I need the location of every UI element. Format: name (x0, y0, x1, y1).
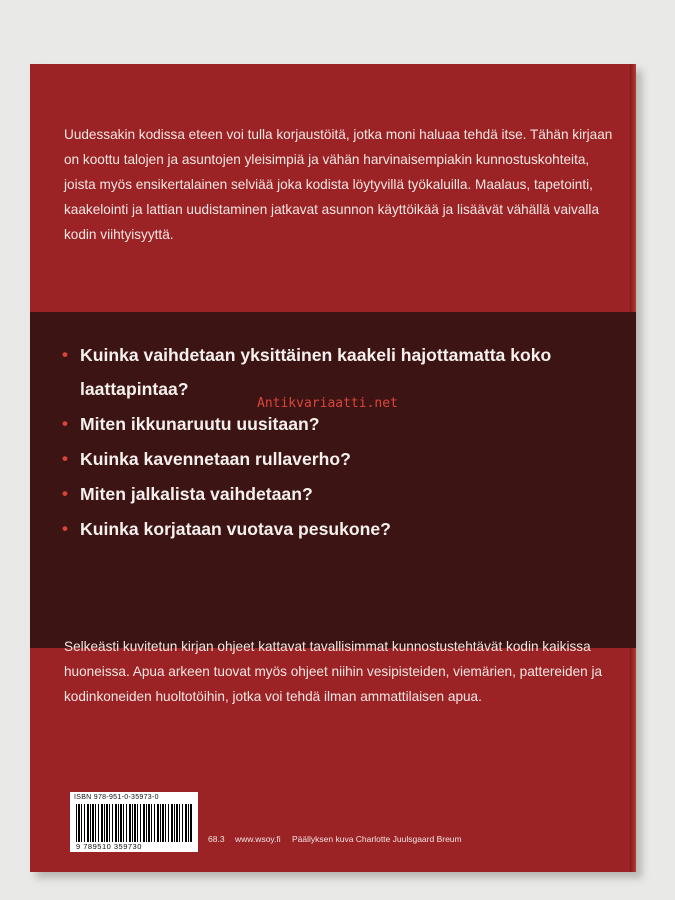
question-text: Kuinka vaihdetaan yksittäinen kaakeli hajottamatta koko laattapintaa? (80, 345, 552, 399)
question-text: Kuinka korjataan vuotava pesukone? (80, 519, 391, 539)
cover-credit: Päällyksen kuva Charlotte Juulsgaard Breum (292, 834, 462, 844)
question-item (60, 442, 620, 476)
question-text: Miten jalkalista vaihdetaan? (80, 484, 313, 504)
isbn-label: ISBN 978-951-0-35973-0 (74, 794, 159, 801)
question-item (60, 407, 620, 441)
bullet-icon: • (62, 484, 68, 503)
classification-code: 68.3 (208, 834, 225, 844)
question-item (60, 477, 620, 511)
outro-paragraph: Selkeästi kuvitetun kirjan ohjeet kattavat tavallisimmat kunnostustehtävät kodin kaikissa huoneissa. Apua arkeen tuovat myös ohjeet niihin vesipisteiden, viemärien, pattereiden ja kodinkoneiden huoltotöihin, jotka voi tehdä ilman ammattilaisen apua. (64, 639, 603, 704)
watermark-text: Antikvariaatti.net (257, 396, 398, 411)
question-item (60, 512, 620, 546)
barcode-number: 9 789510 359730 (76, 842, 142, 851)
question-text: Kuinka kavennetaan rullaverho? (80, 449, 351, 469)
barcode-bars (76, 804, 192, 842)
question-list (60, 338, 620, 547)
publisher-url: www.wsoy.fi (235, 834, 281, 844)
bullet-icon: • (62, 345, 68, 364)
question-text: Miten ikkunaruutu uusitaan? (80, 414, 320, 434)
questions-band (30, 312, 636, 648)
book-back-cover (30, 64, 636, 872)
bullet-icon: • (62, 519, 68, 538)
bullet-icon: • (62, 414, 68, 433)
isbn-barcode (70, 792, 198, 852)
bullet-icon: • (62, 449, 68, 468)
intro-paragraph: Uudessakin kodissa eteen voi tulla korjaustöitä, jotka moni haluaa tehdä itse. Tähän kirjaan on koottu talojen ja asuntojen yleisimpiä ja vähän harvinaisempiakin kunnostuskohteita, joista myös ensikertalainen selviää joka kodista löytyvillä työkaluilla. Maalaus, tapetointi, kaakelointi ja lattian uudistaminen jatkavat asunnon käyttöikää ja lisäävät vähällä vaivalla kodin viihtyisyyttä. (64, 127, 613, 242)
